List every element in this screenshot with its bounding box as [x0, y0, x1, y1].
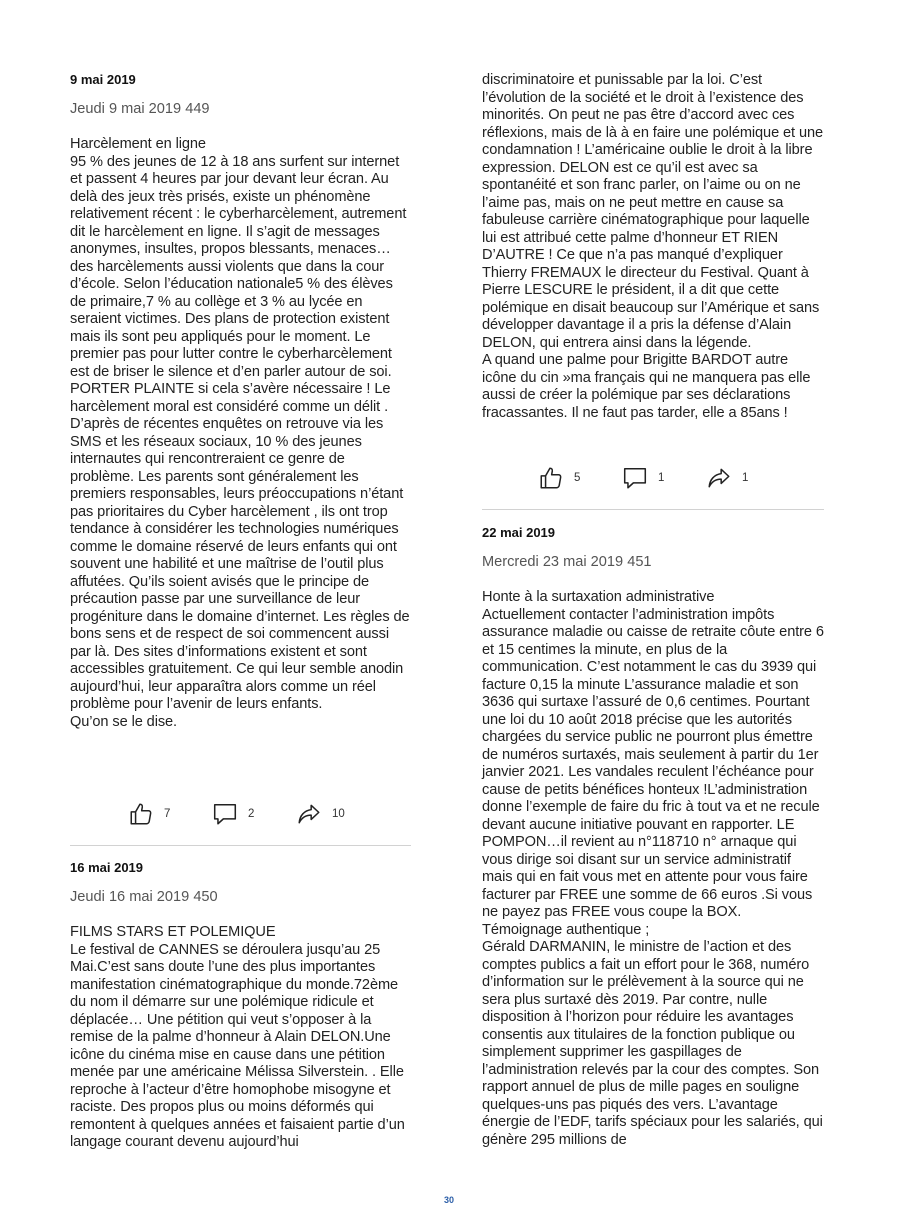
post-body: Honte à la surtaxation administrative Actuellement contacter l’administration impôts assurance maladie ou caisse de retraite côute entre 6 et 15 centimes la minute, en plus de la communication. C’est notamment le cas du 3939 qui facture 0,15 la minute L’assurance maladie et son 3636 qui surtaxe l’assuré de 0,6 centimes. Pourtant une loi du 10 août 2018 précise que les autorités chargées du service public ne pourront plus émettre de numéros surtaxés, mais seulement à partir du 1er janvier 2021. Les vandales reculent l’échéance pour cause de petits bénéfices honteux !L’administration donne l’exemple de faire du fric à tout va et ne recule devant aucune initiative pouvant en rapporter. LE POMPON…il revient au n°118710 n° arnaque qui vous dirige soi disant sur un service administratif mais qui en fait vous met en attente pour vous faire facturer par FREE une somme de 66 euros .Si vous ne payez pas FREE vous coupe la BOX. Témoignage authentique ; Gérald DARMANIN, le ministre de l’action et des comptes publics a fait un effort pour le 368, numéro d’information sur le prélèvement à la source qui ne sera plus surtaxé dès 2019. Par contre, nulle disposition à l’horizon pour réduire les avantages consentis aux titulaires de la fonction publique ou simplement supprimer les gaspillages de l’administration relevés par la cour des comptes. Son rapport annuel de plus de mille pages en souligne quelques-uns pas piqués des vers. L’avantage énergie de l’EDF, tarifs spéciaux pour les salariés, qui génère 295 millions de [482, 589, 824, 1148]
comment-button[interactable] [212, 801, 268, 827]
post-date: 16 mai 2019 [70, 860, 144, 875]
like-button[interactable] [128, 801, 184, 827]
post-divider [70, 845, 411, 846]
post-subtitle: Jeudi 9 mai 2019 449 [70, 101, 210, 117]
thumbs-up-icon [128, 801, 154, 827]
like-count: 5 [574, 472, 581, 484]
share-arrow-icon [706, 465, 732, 491]
post-body-part1: FILMS STARS ET POLEMIQUE Le festival de CANNES se déroulera jusqu’au 25 Mai.C’est sans doute l’une des plus importantes manifestation cinématographique du monde.72ème du nom il démarre sur une polémique ridicule et déplacée… Une pétition qui veut s’opposer à la remise de la palme d’honneur à Alain DELON.Une icône du cinéma mise en cause dans une pétition menée par une américaine Mélissa Silverstein. . Elle reproche à l’acteur d’être homophobe misogyne et raciste. Des propos plus ou moins déformés qui remontent à quelques années et faisaient partie d’un langage courant devenu aujourd’hui [70, 924, 405, 1150]
post-actions [538, 464, 762, 492]
post-body: Harcèlement en ligne 95 % des jeunes de 12 à 18 ans surfent sur internet et passent 4 heures par jour devant leur écran. Au delà des jeux très prisés, existe un phénomène relativement récent : le cyberharcèlement, autrement dit le harcèlement en ligne. Il s’agit de messages anonymes, insultes, propos blessants, menaces… des harcèlements aussi violents que dans la cour d’école. Selon l’éducation nationale5 % des élèves de primaire,7 % au collège et 3 % au lycée en seraient victimes. Des plans de protection existent mais ils sont peu appliqués pour le moment. Le premier pas pour lutter contre le cyberharcèlement est de briser le silence et d’en parler autour de soi. PORTER PLAINTE si cela s’avère nécessaire ! Le harcèlement moral est considéré comme un délit . D’après de récentes enquêtes on retrouve via les SMS et les réseaux sociaux, 10 % des jeunes internautes qui rencontreraient ce genre de problème. Les parents sont généralement les premiers responsables, leurs préoccupations n’étant pas prioritaires du Cyber harcèlement , ils ont trop tendance à considérer les technologies numériques comme le domaine réservé de leurs enfants qui ont souvent une habilité et une maîtrise de l’outil plus affutées. Qu’ils soient avisés que le principe de précaution passe par une surveillance de leur progéniture dans le domaine d’internet. Les règles de bons sens et de respect de soi commencent aussi par là. Des sites d’informations existent et sont accessibles gratuitement. Ce qui leur semble anodin aujourd’hui, leur apparaîtra alors comme un réel problème pour l’avenir de leurs enfants. Qu’on se le dise. [70, 136, 410, 730]
left-column [70, 0, 410, 1150]
thumbs-up-icon [538, 465, 564, 491]
page-number: 30 [443, 1195, 454, 1205]
comment-bubble-icon [622, 465, 648, 491]
like-button[interactable] [538, 465, 594, 491]
post-date: 22 mai 2019 [482, 525, 556, 540]
post-22-mai [482, 525, 824, 1149]
comment-count: 1 [658, 472, 665, 484]
comment-bubble-icon [212, 801, 238, 827]
post-subtitle: Mercredi 23 mai 2019 451 [482, 554, 652, 570]
share-count: 10 [332, 808, 345, 820]
post-actions [128, 800, 352, 828]
comment-button[interactable] [622, 465, 678, 491]
like-count: 7 [164, 808, 171, 820]
post-divider [482, 509, 824, 510]
post-16-mai [70, 860, 410, 1152]
post-9-mai [70, 72, 410, 820]
post-date: 9 mai 2019 [70, 72, 136, 87]
post-body-part2: discriminatoire et punissable par la loi. C’est l’évolution de la société et le droit à l’existence des minorités. On peut ne pas être d’accord avec ces réflexions, mais de là à en faire une polémique et une condamnation ! L’américaine oublie le droit à la libre expression. DELON est ce qu’il est avec sa spontanéité et son franc parler, on l’aime ou on ne l’aime pas, mais on ne peut mettre en cause sa fabuleuse carrière cinématographique pour laquelle lui est attribué cette palme d’honneur ET RIEN D’AUTRE ! Ce que n’a pas manqué d’expliquer Thierry FREMAUX le directeur du Festival. Quant à Pierre LESCURE le président, il a dit que cette polémique en disait beaucoup sur l’Amérique et sans développer davantage il a pris la défense d’Alain DELON, qui entrera ainsi dans la légende. A quand une palme pour Brigitte BARDOT autre icône du cin »ma français qui ne manquera pas elle aussi de créer la polémique par ses déclarations fracassantes. Il ne faut pas tarder, elle a 85ans ! [482, 72, 824, 421]
post-16-mai-continued [482, 72, 824, 484]
share-arrow-icon [296, 801, 322, 827]
post-subtitle: Jeudi 16 mai 2019 450 [70, 889, 218, 905]
share-button[interactable] [296, 801, 352, 827]
right-column [482, 0, 824, 1148]
share-button[interactable] [706, 465, 762, 491]
comment-count: 2 [248, 808, 255, 820]
share-count: 1 [742, 472, 749, 484]
